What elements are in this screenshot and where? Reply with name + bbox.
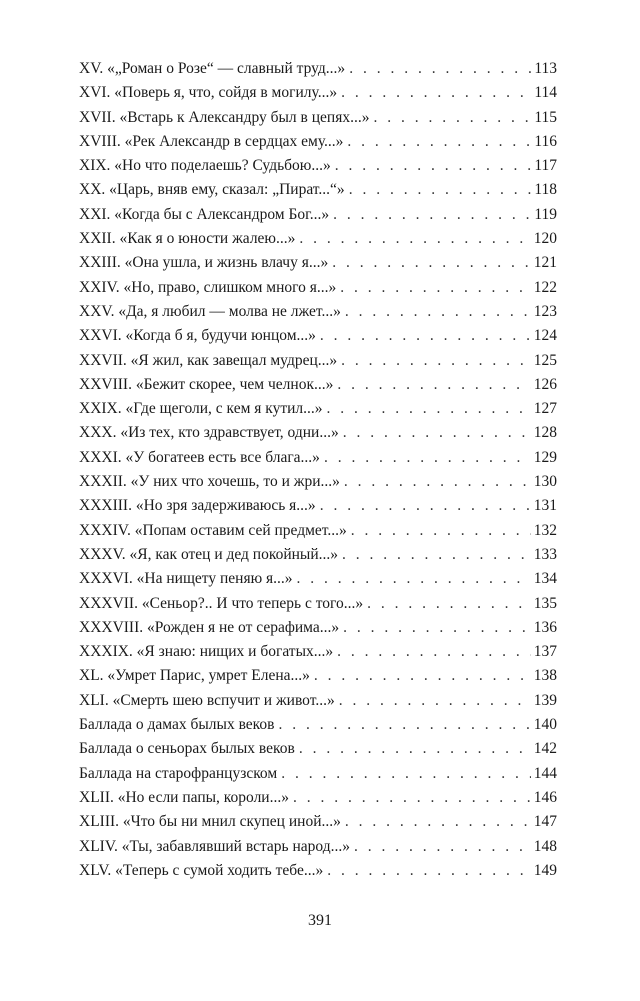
toc-entry bbox=[79, 470, 557, 494]
dot-leader bbox=[293, 786, 531, 810]
dot-leader bbox=[327, 859, 531, 883]
toc-entry-page: 131 bbox=[533, 497, 557, 515]
toc-entry-title: XLIV. «Ты, забавлявший встарь народ...» bbox=[79, 837, 350, 855]
toc-entry-title: XXXIV. «Попам оставим сей предмет...» bbox=[79, 521, 347, 539]
dot-leader bbox=[281, 762, 531, 786]
toc-entry-title: XXV. «Да, я любил — молва не лжет...» bbox=[79, 302, 341, 320]
dot-leader bbox=[335, 154, 532, 178]
dot-leader bbox=[343, 421, 531, 445]
toc-entry bbox=[79, 227, 557, 251]
toc-entry-page: 130 bbox=[533, 473, 557, 491]
toc-entry bbox=[79, 373, 557, 397]
dot-leader bbox=[354, 835, 531, 859]
toc-entry-title: XXXVI. «На нищету пеняю я...» bbox=[79, 570, 293, 588]
toc-entry-title: XLII. «Но если папы, короли...» bbox=[79, 788, 289, 806]
toc-entry-page: 137 bbox=[533, 643, 557, 661]
dot-leader bbox=[367, 592, 531, 616]
toc-entry-page: 149 bbox=[533, 861, 557, 879]
toc-entry-title: Баллада на старофранцузском bbox=[79, 764, 278, 782]
toc-entry-page: 121 bbox=[533, 254, 557, 272]
dot-leader bbox=[349, 57, 531, 81]
toc-entry-title: XLI. «Смерть шею вспучит и живот...» bbox=[79, 691, 335, 709]
toc-entry-title: XXX. «Из тех, кто здравствует, одни...» bbox=[79, 424, 339, 442]
dot-leader bbox=[299, 227, 530, 251]
toc-entry-title: XX. «Царь, вняв ему, сказал: „Пират...“» bbox=[79, 181, 345, 199]
toc-entry bbox=[79, 664, 557, 688]
dot-leader bbox=[342, 543, 531, 567]
toc-entry bbox=[79, 446, 557, 470]
toc-entry-title: XVI. «Поверь я, что, сойдя в могилу...» bbox=[79, 84, 338, 102]
dot-leader bbox=[279, 713, 531, 737]
toc-entry-title: Баллада о дамах былых веков bbox=[79, 716, 275, 734]
toc-entry-title: XXXV. «Я, как отец и дед покойный...» bbox=[79, 545, 339, 563]
toc-entry-page: 122 bbox=[533, 278, 557, 296]
toc-entry-page: 136 bbox=[533, 618, 557, 636]
dot-leader bbox=[345, 300, 531, 324]
toc-entry-title: XIX. «Но что поделаешь? Судьбою...» bbox=[79, 157, 331, 175]
toc-entry bbox=[79, 349, 557, 373]
dot-leader bbox=[340, 276, 530, 300]
dot-leader bbox=[344, 470, 531, 494]
toc-entry bbox=[79, 130, 557, 154]
toc-entry-title: XXI. «Когда бы с Александром Бог...» bbox=[79, 205, 330, 223]
toc-entry-title: XXII. «Как я о юности жалею...» bbox=[79, 230, 296, 248]
toc-entry-page: 126 bbox=[533, 375, 557, 393]
dot-leader bbox=[341, 349, 531, 373]
dot-leader bbox=[327, 397, 531, 421]
toc-entry bbox=[79, 810, 557, 834]
dot-leader bbox=[320, 494, 531, 518]
toc-entry bbox=[79, 494, 557, 518]
toc-entry bbox=[79, 397, 557, 421]
toc-entry-title: XXIII. «Она ушла, и жизнь влачу я...» bbox=[79, 254, 329, 272]
toc-entry-title: XXXIII. «Но зря задерживаюсь я...» bbox=[79, 497, 316, 515]
dot-leader bbox=[341, 81, 531, 105]
toc-entry bbox=[79, 640, 557, 664]
toc-entry-title: XVII. «Встарь к Александру был в цепях...» bbox=[79, 108, 370, 126]
toc-entry-page: 120 bbox=[533, 230, 557, 248]
toc-entry bbox=[79, 859, 557, 883]
toc-entry-title: XXXIX. «Я знаю: нищих и богатых...» bbox=[79, 643, 334, 661]
toc-entry-title: XXIV. «Но, право, слишком много я...» bbox=[79, 278, 337, 296]
toc-entry bbox=[79, 519, 557, 543]
toc-entry-page: 123 bbox=[533, 302, 557, 320]
toc-entry bbox=[79, 154, 557, 178]
toc-entry bbox=[79, 57, 557, 81]
toc-entry-title: XXVII. «Я жил, как завещал мудрец...» bbox=[79, 351, 338, 369]
dot-leader bbox=[320, 324, 531, 348]
dot-leader bbox=[337, 373, 530, 397]
toc-entry-page: 115 bbox=[534, 108, 557, 126]
toc-entry-page: 113 bbox=[534, 60, 557, 77]
toc-entry-page: 134 bbox=[533, 570, 557, 588]
toc-entry-title: XLV. «Теперь с сумой ходить тебе...» bbox=[79, 861, 324, 879]
dot-leader bbox=[333, 203, 531, 227]
dot-leader bbox=[299, 737, 531, 761]
toc-entry-page: 138 bbox=[533, 667, 557, 685]
toc-entry-title: Баллада о сеньорах былых веков bbox=[79, 740, 295, 758]
toc-entry-page: 148 bbox=[533, 837, 557, 855]
toc-entry bbox=[79, 689, 557, 713]
toc-entry-page: 139 bbox=[533, 691, 557, 709]
toc-entry-page: 119 bbox=[534, 205, 557, 223]
toc-entry bbox=[79, 178, 557, 202]
toc-entry-title: XXVI. «Когда б я, будучи юнцом...» bbox=[79, 327, 316, 345]
toc-entry-page: 125 bbox=[533, 351, 557, 369]
toc-entry bbox=[79, 276, 557, 300]
toc-entry-title: XXXII. «У них что хочешь, то и жри...» bbox=[79, 473, 340, 491]
dot-leader bbox=[337, 640, 531, 664]
toc-entry bbox=[79, 567, 557, 591]
toc-entry-title: XLIII. «Что бы ни мнил скупец иной...» bbox=[79, 813, 341, 831]
dot-leader bbox=[347, 130, 531, 154]
dot-leader bbox=[314, 664, 531, 688]
dot-leader bbox=[349, 178, 532, 202]
dot-leader bbox=[339, 689, 531, 713]
dot-leader bbox=[343, 616, 531, 640]
toc-entry bbox=[79, 592, 557, 616]
dot-leader bbox=[345, 810, 531, 834]
toc-entry-title: XXXVII. «Сеньор?.. И что теперь с того...» bbox=[79, 594, 364, 612]
dot-leader bbox=[324, 446, 531, 470]
toc-entry bbox=[79, 737, 557, 761]
toc-entry-page: 144 bbox=[533, 764, 557, 782]
toc-entry bbox=[79, 251, 557, 275]
toc-entry-page: 128 bbox=[533, 424, 557, 442]
toc-entry bbox=[79, 324, 557, 348]
toc-entry-title: XVIII. «Рек Александр в сердцах ему...» bbox=[79, 132, 344, 150]
toc-entry-page: 132 bbox=[533, 521, 557, 539]
dot-leader bbox=[351, 519, 531, 543]
page-number: 391 bbox=[308, 912, 332, 929]
toc-entry-title: XL. «Умрет Парис, умрет Елена...» bbox=[79, 667, 310, 685]
toc-entry-page: 133 bbox=[533, 545, 557, 563]
toc-entry-page: 116 bbox=[534, 132, 557, 150]
toc-entry bbox=[79, 835, 557, 859]
table-of-contents bbox=[79, 57, 557, 883]
toc-entry-title: XXXI. «У богатеев есть все блага...» bbox=[79, 448, 320, 466]
dot-leader bbox=[332, 251, 531, 275]
toc-entry bbox=[79, 300, 557, 324]
toc-entry-page: 146 bbox=[533, 788, 557, 806]
toc-entry bbox=[79, 203, 557, 227]
toc-entry bbox=[79, 106, 557, 130]
toc-entry-page: 142 bbox=[533, 740, 557, 758]
toc-entry bbox=[79, 616, 557, 640]
toc-entry-page: 129 bbox=[533, 448, 557, 466]
toc-entry-page: 140 bbox=[533, 716, 557, 734]
toc-entry-title: XXXVIII. «Рожден я не от серафима...» bbox=[79, 618, 340, 636]
dot-leader bbox=[373, 106, 531, 130]
toc-entry-page: 118 bbox=[534, 181, 557, 199]
toc-entry-page: 147 bbox=[533, 813, 557, 831]
toc-entry-page: 127 bbox=[533, 400, 557, 418]
toc-entry-page: 114 bbox=[534, 84, 557, 102]
toc-entry bbox=[79, 713, 557, 737]
toc-entry bbox=[79, 543, 557, 567]
dot-leader bbox=[297, 567, 531, 591]
toc-entry-title: XXIX. «Где щеголи, с кем я кутил...» bbox=[79, 400, 323, 418]
toc-entry-page: 124 bbox=[533, 327, 557, 345]
toc-entry-page: 117 bbox=[534, 157, 557, 175]
toc-entry bbox=[79, 421, 557, 445]
toc-entry bbox=[79, 762, 557, 786]
toc-entry-title: XXVIII. «Бежит скорее, чем челнок...» bbox=[79, 375, 334, 393]
toc-entry bbox=[79, 786, 557, 810]
toc-entry bbox=[79, 81, 557, 105]
toc-entry-title: XV. «„Роман о Розе“ — славный труд...» bbox=[79, 60, 346, 77]
toc-entry-page: 135 bbox=[533, 594, 557, 612]
